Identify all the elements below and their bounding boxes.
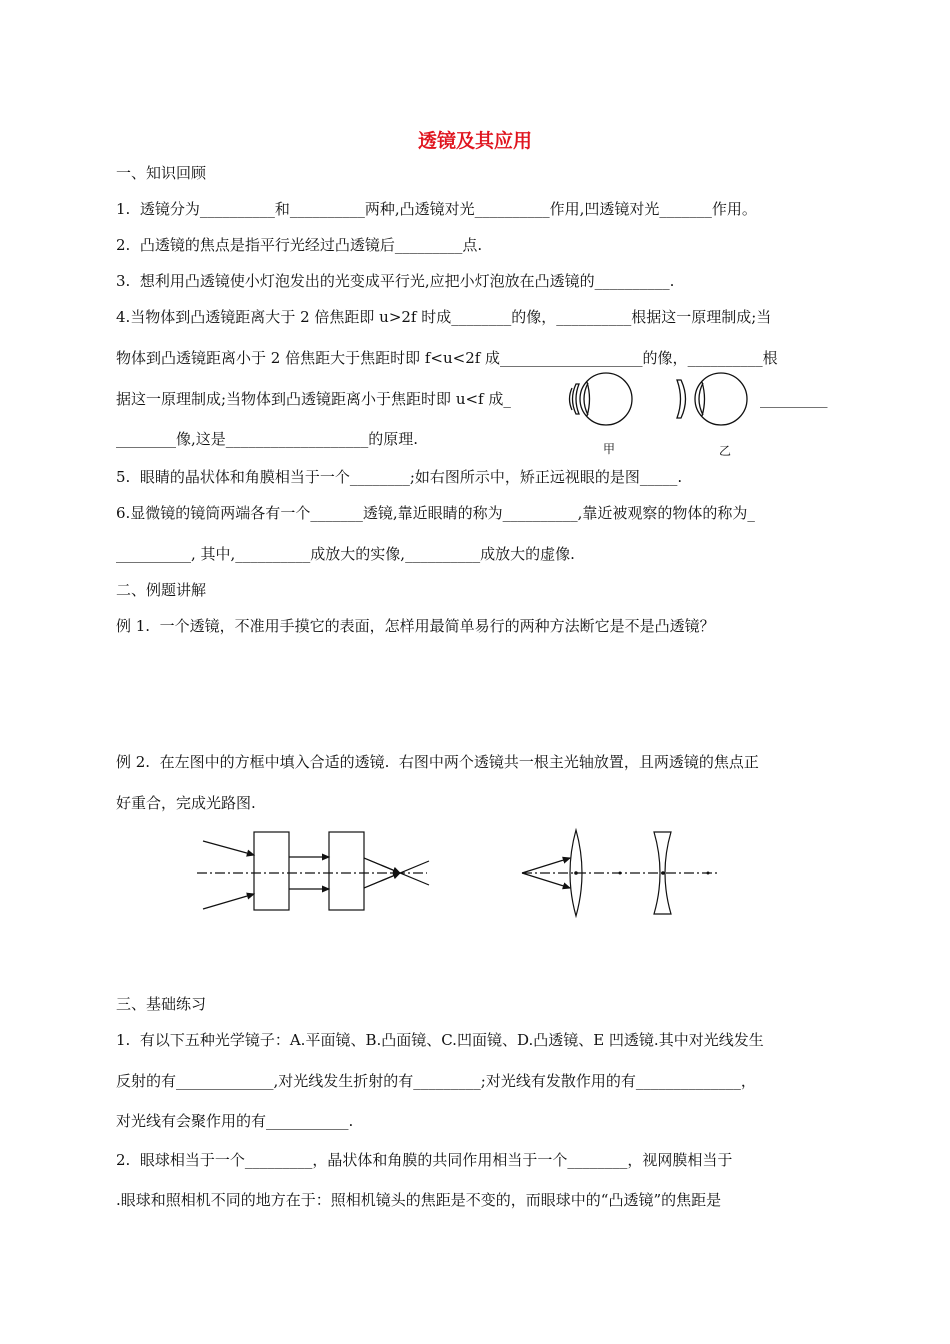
question-1: 1. 透镜分为__________和__________两种,凸透镜对光__________作用,凹透镜对光_______作用。 [116, 200, 757, 218]
question-6-line-2: __________, 其中,__________成放大的实像,__________成放大的虚像. [116, 545, 575, 563]
question-4-line-2: 物体到凸透镜距离小于 2 倍焦距大于焦距时即 f<u<2f 成___________________的像，__________根 [116, 349, 778, 367]
section-heading-examples: 二、例题讲解 [116, 581, 207, 599]
question-4-line-4: ________像,这是___________________的原理. [116, 430, 419, 448]
eye-figure-b [677, 373, 747, 425]
eye-figure-a [570, 373, 633, 425]
page-title: 透镜及其应用 [417, 130, 532, 152]
example-1: 例 1. 一个透镜，不准用手摸它的表面，怎样用最简单易行的两种方法断它是不是凸透镜？ [116, 617, 715, 635]
question-4-line-1: 4.当物体到凸透镜距离大于 2 倍焦距即 u>2f 时成________的像，__________根据这一原理制成;当 [116, 308, 772, 326]
question-5: 5. 眼睛的晶状体和角膜相当于一个________;如右图所示中，矫正远视眼的是图_____. [116, 468, 683, 486]
question-2: 2. 凸透镜的焦点是指平行光经过凸透镜后_________点. [116, 236, 483, 254]
practice-1-line-3: 对光线有会聚作用的有___________. [116, 1112, 354, 1130]
practice-1-line-2: 反射的有_____________,对光线发生折射的有_________;对光线有发散作用的有______________， [116, 1072, 756, 1090]
eye-figure-label-a: 甲 [603, 442, 616, 456]
practice-1-line-1: 1. 有以下五种光学镜子：A.平面镜、B.凸面镜、C.凹面镜、D.凸透镜、E 凹透镜.其中对光线发生 [116, 1031, 764, 1049]
practice-2-line-1: 2. 眼球相当于一个_________，晶状体和角膜的共同作用相当于一个________，视网膜相当于 [116, 1151, 733, 1169]
light-path-figure-left [195, 828, 435, 913]
question-4-line-3: 据这一原理制成;当物体到凸透镜距离小于焦距时即 u<f 成_ [116, 390, 511, 408]
example-2-line-1: 例 2. 在左图中的方框中填入合适的透镜. 右图中两个透镜共一根主光轴放置，且两透镜的焦点正 [116, 753, 759, 771]
question-3: 3. 想利用凸透镜使小灯泡发出的光变成平行光,应把小灯泡放在凸透镜的__________. [116, 272, 675, 290]
question-6-line-1: 6.显微镜的镜筒两端各有一个_______透镜,靠近眼睛的称为__________,靠近被观察的物体的称为_ [116, 504, 755, 522]
section-heading-review: 一、知识回顾 [116, 164, 207, 182]
section-heading-practice: 三、基础练习 [116, 995, 207, 1013]
light-path-figure-right [518, 828, 723, 918]
question-4-line-3-blank: _________ [760, 390, 828, 408]
eye-figure-label-b: 乙 [719, 444, 732, 458]
example-2-line-2: 好重合，完成光路图. [116, 794, 256, 812]
practice-2-line-2: .眼球和照相机不同的地方在于：照相机镜头的焦距是不变的，而眼球中的“凸透镜”的焦距是 [116, 1191, 722, 1209]
